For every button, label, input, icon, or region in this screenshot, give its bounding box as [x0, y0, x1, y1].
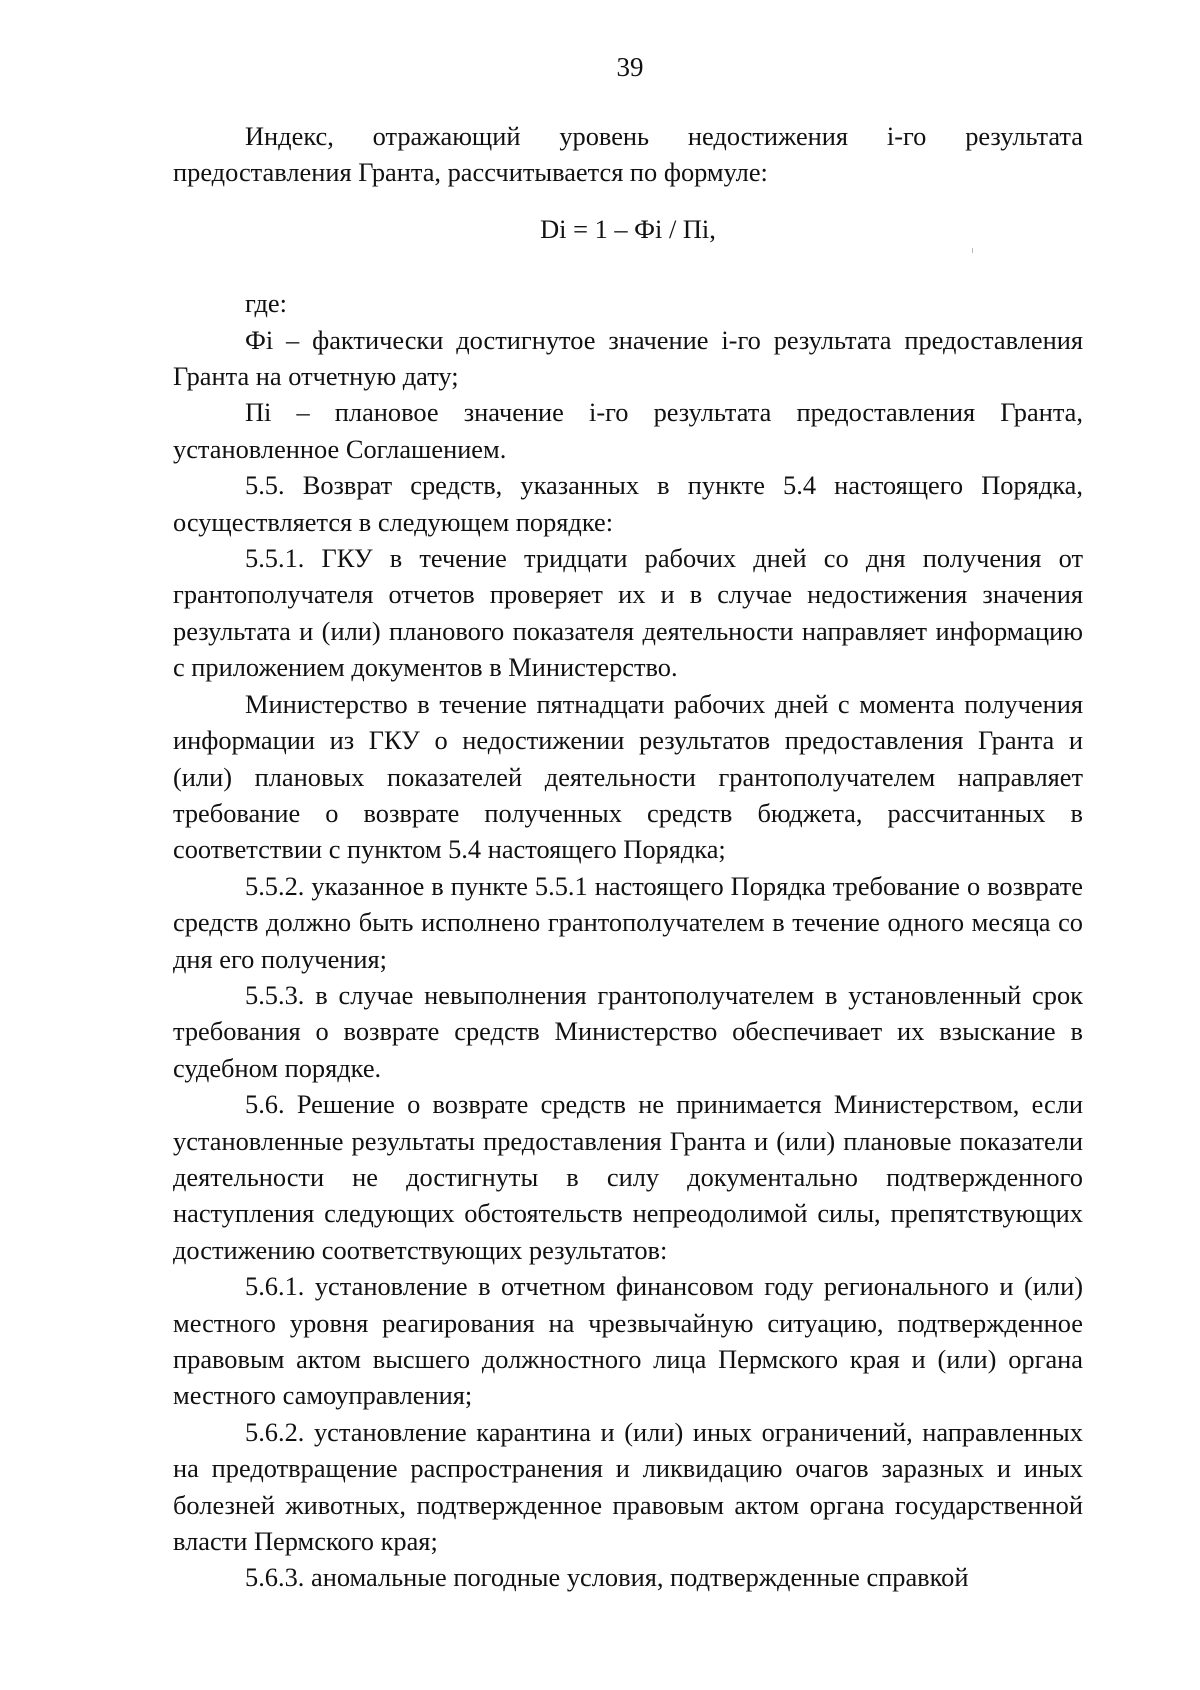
paragraph-ministry-requirement: Министерство в течение пятнадцати рабочих дней с момента получения информации из ГКУ о недостижении результатов предоставления Гранта и (или) плановых показателей деятельности грантополучателем направляет требование о возврате полученных средств бюджета, рассчитанных в соответствии с пунктом 5.4 настоящего Порядка; [173, 688, 1083, 865]
paragraph-5-5: 5.5. Возврат средств, указанных в пункте 5.4 настоящего Порядка, осуществляется в следующем порядке: [173, 470, 1083, 537]
paragraph-5-6-1: 5.6.1. установление в отчетном финансовом году регионального и (или) местного уровня реагирования на чрезвычайную ситуацию, подтвержденное правовым актом высшего должностного лица Пермского края и (или) органа местного самоуправления; [173, 1271, 1083, 1411]
paragraph-where: где: [245, 288, 287, 319]
paragraph-5-5-3: 5.5.3. в случае невыполнения грантополучателем в установленный срок требования о возврате средств Министерство обеспечивает их взыскание в судебном порядке. [173, 979, 1083, 1083]
paragraph-fi-definition: Фi – фактически достигнутое значение i-го результата предоставления Гранта на отчетную дату; [173, 324, 1083, 392]
page-number: 39 [616, 52, 644, 82]
paragraph-5-5-1: 5.5.1. ГКУ в течение тридцати рабочих дней со дня получения от грантополучателя отчетов проверяет их и в случае недостижения значения результата и (или) планового показателя деятельности направляет информацию с приложением документов в Министерство. [173, 543, 1083, 683]
document-body [173, 118, 1083, 1596]
paragraph-5-6-3: 5.6.3. аномальные погодные условия, подтвержденные справкой [245, 1562, 969, 1593]
paragraph-5-6: 5.6. Решение о возврате средств не принимается Министерством, если установленные результаты предоставления Гранта и (или) плановые показатели деятельности не достигнуты в силу документально подтвержденного наступления следующих обстоятельств непреодолимой силы, препятствующих достижению соответствующих результатов: [173, 1089, 1083, 1265]
paragraph-index-intro: Индекс, отражающий уровень недостижения i-го результата предоставления Гранта, рассчитывается по формуле: [173, 121, 1083, 188]
paragraph-5-5-2: 5.5.2. указанное в пункте 5.5.1 настоящего Порядка требование о возврате средств должно быть исполнено грантополучателем в течение одного месяца со дня его получения; [173, 870, 1083, 974]
scan-speck [972, 248, 973, 253]
paragraph-5-6-2: 5.6.2. установление карантина и (или) иных ограничений, направленных на предотвращение распространения и ликвидацию очагов заразных и иных болезней животных, подтвержденное правовым актом органа государственной власти Пермского края; [173, 1416, 1083, 1557]
formula: Di = 1 – Фi / Пi, [540, 213, 716, 244]
paragraph-pi-definition: Пi – плановое значение i-го результата предоставления Гранта, установленное Соглашением. [173, 397, 1083, 464]
